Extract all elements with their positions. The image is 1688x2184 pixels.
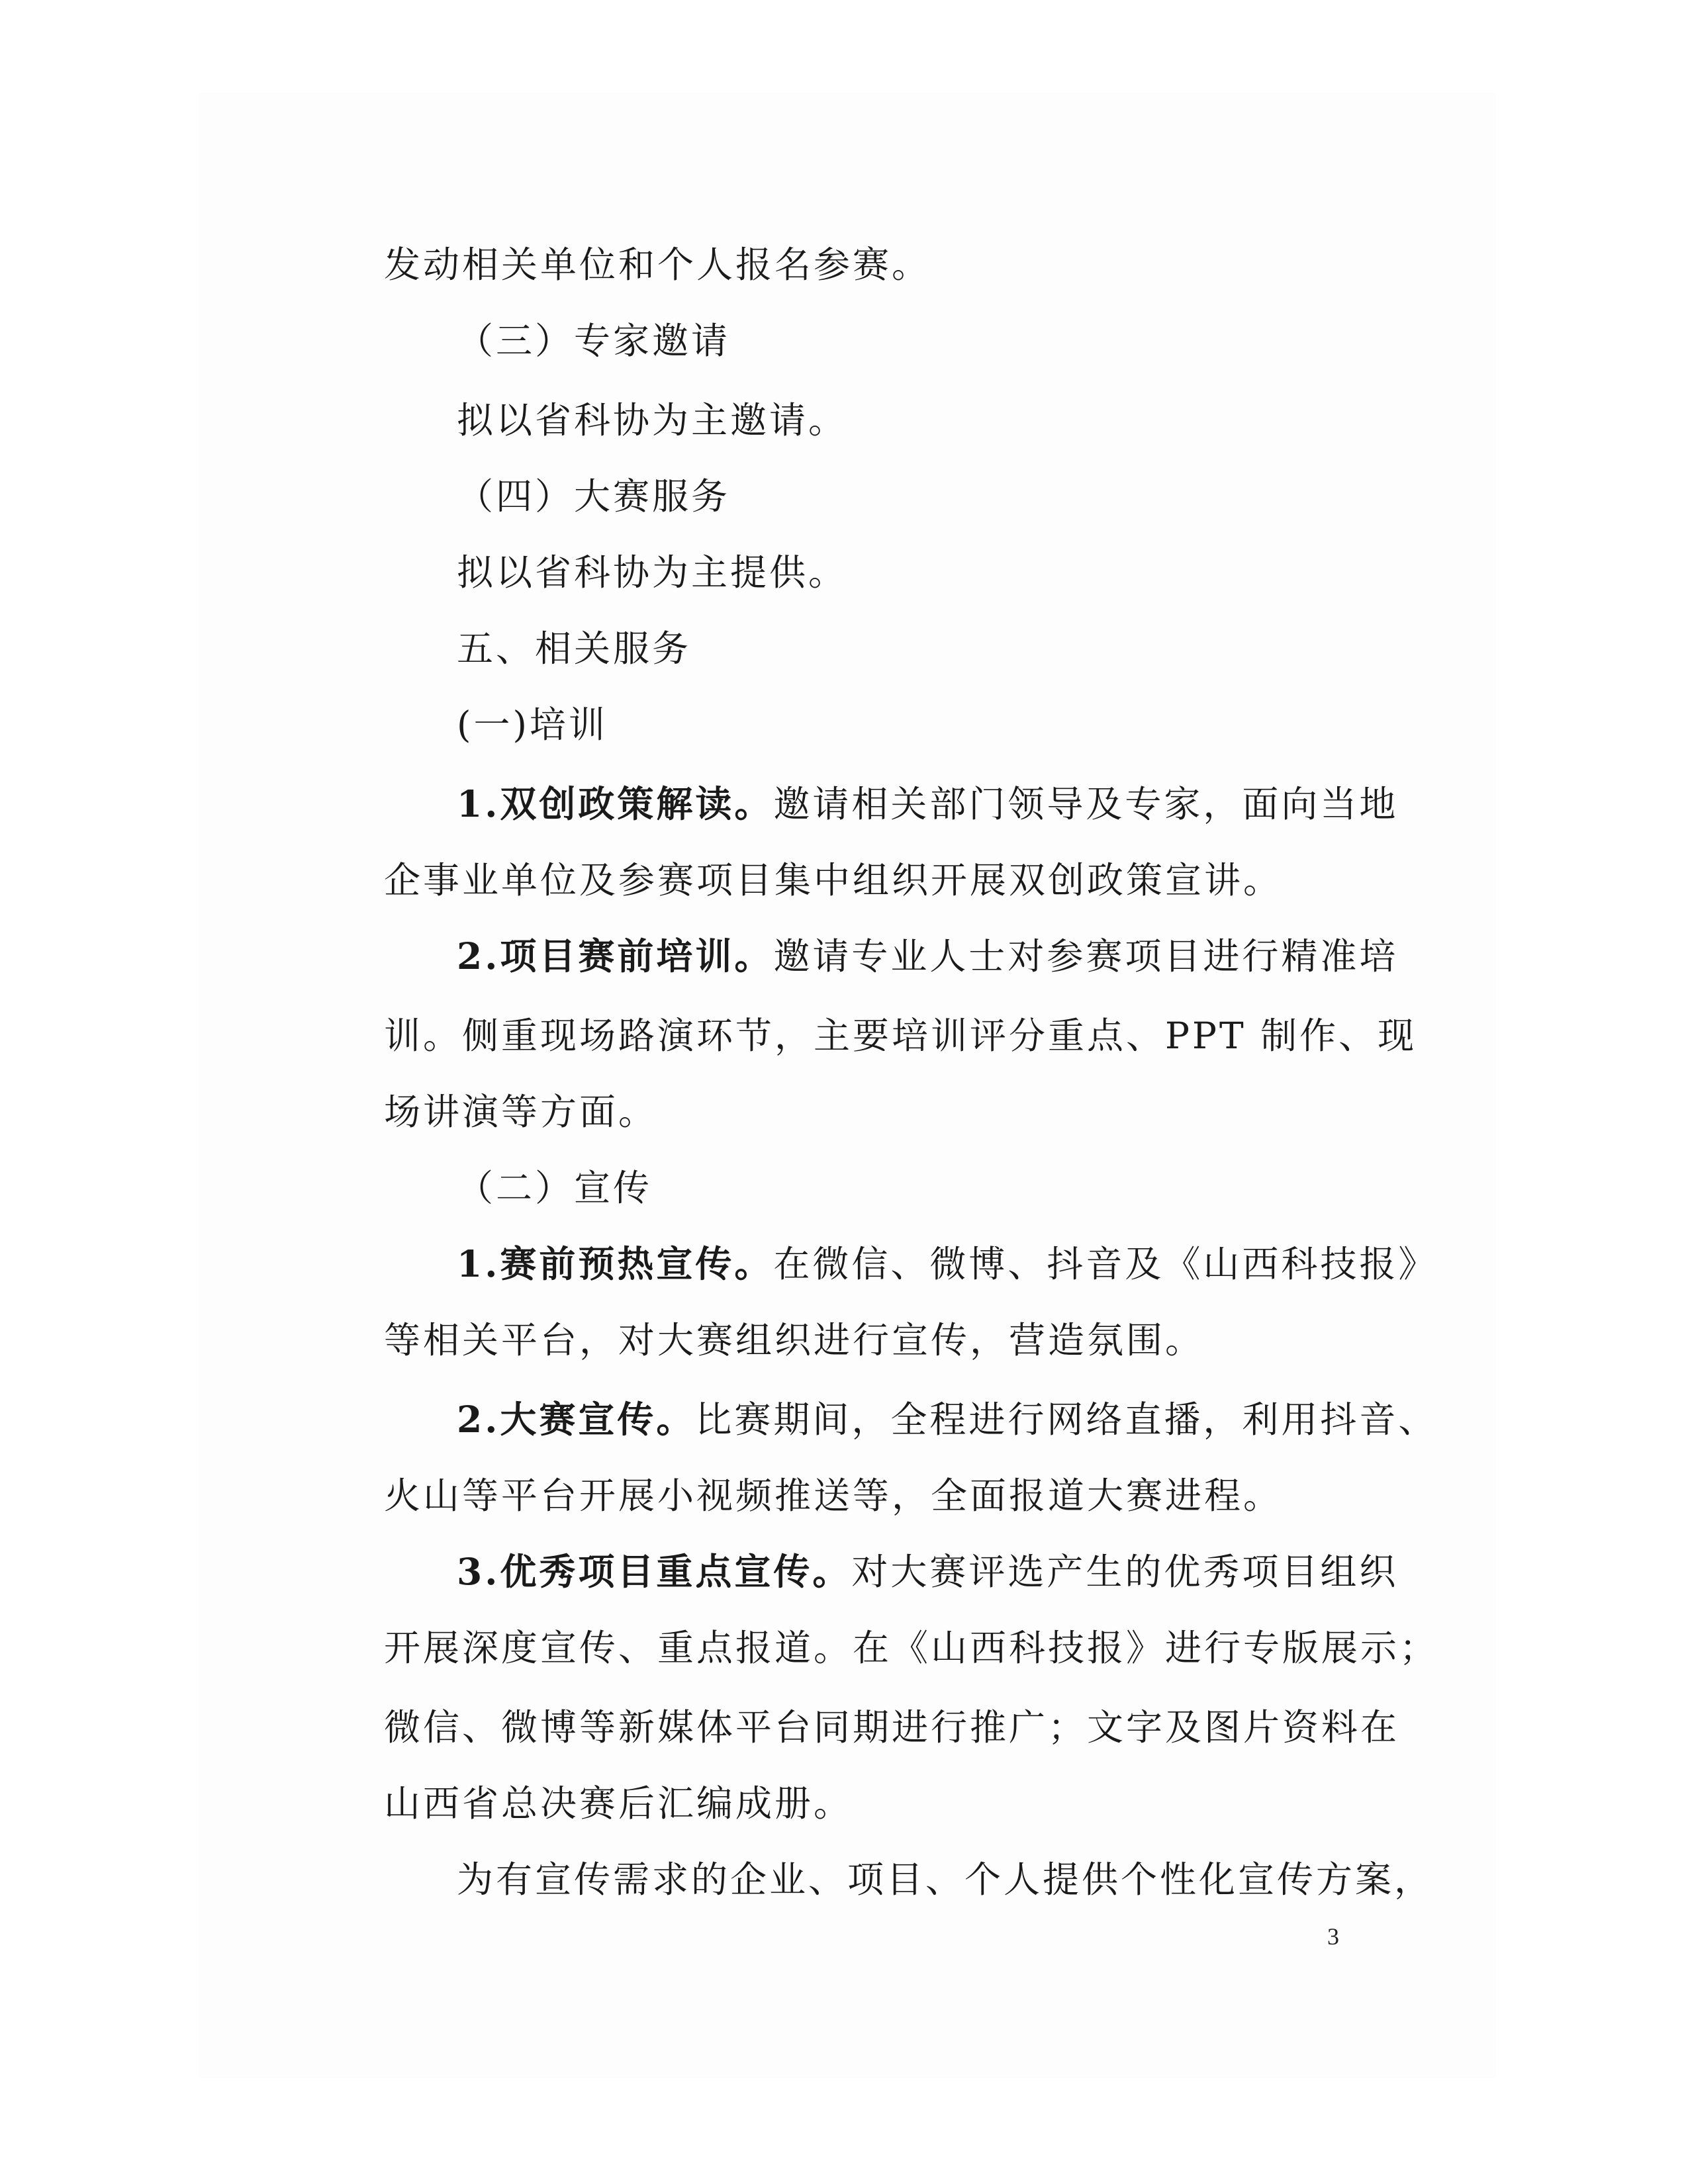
body-line: 场讲演等方面。 [384,1091,658,1133]
item-title: 3.优秀项目重点宣传。 [457,1550,852,1593]
body-line: 微信、微博等新媒体平台同期进行推广；文字及图片资料在 [384,1706,1400,1749]
item-text: 邀请专业人士对参赛项目进行精准培 [773,935,1399,978]
numbered-item [457,781,1399,827]
body-line: 拟以省科协为主邀请。 [457,399,848,441]
chapter-heading: 五、相关服务 [457,627,692,670]
section-heading: （四）大赛服务 [457,475,731,518]
body-line: 开展深度宣传、重点报道。在《山西科技报》进行专版展示； [384,1627,1439,1669]
item-text: 对大赛评选产生的优秀项目组织 [851,1551,1399,1593]
body-line: 拟以省科协为主提供。 [457,551,848,594]
item-text: 在微信、微博、抖音及《山西科技报》 [773,1243,1438,1285]
body-line: 等相关平台，对大赛组织进行宣传，营造氛围。 [384,1319,1205,1361]
section-heading: （三）专家邀请 [457,320,731,362]
body-line: 发动相关单位和个人报名参赛。 [384,244,931,286]
item-text: 邀请相关部门领导及专家，面向当地 [773,783,1399,825]
body-line: 训。侧重现场路演环节，主要培训评分重点、PPT 制作、现 [384,1015,1417,1057]
item-title: 2.大赛宣传。 [457,1398,696,1441]
page-number: 3 [1327,1923,1339,1950]
body-line: 山西省总决赛后汇编成册。 [384,1782,853,1825]
numbered-item [457,1241,1438,1287]
item-text: 比赛期间，全程进行网络直播，利用抖音、 [695,1398,1438,1441]
section-heading: （二）宣传 [457,1167,653,1209]
section-heading: (一)培训 [457,704,608,746]
item-title: 2.项目赛前培训。 [457,934,774,978]
body-line: 企事业单位及参赛项目集中组织开展双创政策宣讲。 [384,859,1283,901]
body-line: 火山等平台开展小视频推送等，全面报道大赛进程。 [384,1475,1283,1517]
numbered-item [457,933,1399,979]
item-title: 1.双创政策解读。 [457,782,774,825]
item-title: 1.赛前预热宣传。 [457,1242,774,1285]
body-line: 为有宣传需求的企业、项目、个人提供个性化宣传方案， [457,1858,1434,1901]
numbered-item [457,1396,1438,1443]
numbered-item [457,1549,1399,1595]
